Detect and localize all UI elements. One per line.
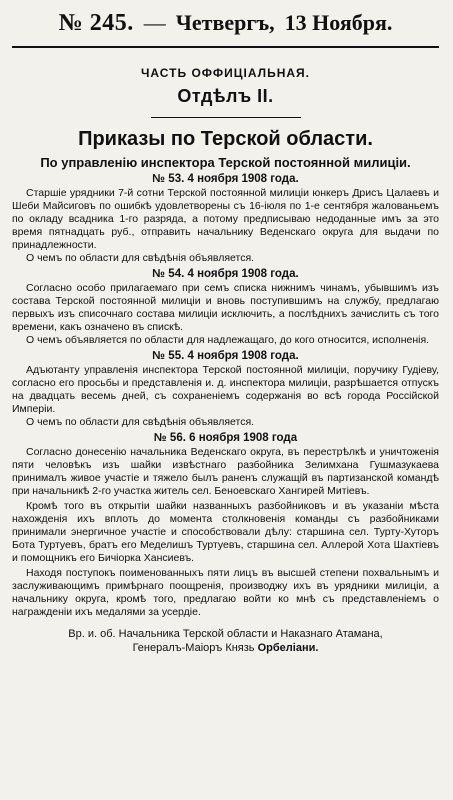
section-heading: Отдѣлъ II.	[177, 86, 274, 106]
part-heading: ЧАСТЬ ОФФИЦІАЛЬНАЯ.	[141, 66, 310, 80]
weekday: Четвергъ,	[175, 10, 275, 35]
order-paragraph: Старшіе урядники 7-й сотни Терской постоянной милиціи юнкеръ Дрисъ Цалаевъ и Шеби Майсиговъ по ошибкѣ удовлетворены съ 16-іюля по 1-е сентября жалованьемъ по окладу всадника 1-го разряда, а потому предписываю недоданные имъ за это время пятнадцать руб., отправить начальнику Веденскаго округа для выдачи по принадлежности.	[12, 187, 439, 251]
order-paragraph: О чемъ объявляется по области для надлежащаго, до кого относится, исполненія.	[26, 334, 430, 346]
order-55	[12, 350, 439, 429]
order-heading: № 55. 4 ноября 1908 года.	[152, 350, 299, 362]
divider	[151, 117, 301, 118]
order-heading: № 56. 6 ноября 1908 года	[153, 432, 298, 444]
order-54	[12, 268, 439, 347]
order-paragraph: Согласно особо прилагаемаго при семъ списка нижнимъ чинамъ, убывшимъ изъ состава Терской постоянной милиціи и вновь поступившимъ на службу, предлагаю первыхъ изъ списочнаго состава милиціи исключить, а послѣднихъ зачислить съ того времени, какъ означено въ спискѣ.	[12, 282, 439, 333]
order-paragraph: Находя поступокъ поименованныхъ пяти лицъ въ высшей степени похвальнымъ и заслуживающимъ примѣрнаго поощренія, производжу ихъ въ урядники милиціи, а начальнику округа, кромѣ того, предлагаю войти ко мнѣ съ представленіемъ о награжденіи ихъ медалями за усердіе.	[12, 567, 439, 618]
order-paragraph: Адъютанту управленія инспектора Терской постоянной милиціи, поручику Гудіеву, согласно его просьбы и представленія и. д. инспектора милиціи, разрѣшается отпускъ на двадцать весемь дней, съ сохраненіемъ содержанія во всѣ города Россійской Имперіи.	[12, 364, 439, 415]
order-paragraph: Кромѣ того въ открытіи шайки названныхъ разбойниковъ и въ указаніи мѣста нахожденія ихъ вплоть до момента столкновенія команды съ разбойниками принимали энергичное участіе и способствовали дѣлу: старшина сел. Турту-Хуторъ Бота Туртуевъ, братъ его Меделишъ Туртуевъ, старшина сел. Аллерой Хота Шахтіевъ и помощникъ его Бичіорка Хансиевъ.	[12, 500, 439, 564]
signature-block	[12, 627, 439, 655]
main-title: Приказы по Терской области.	[78, 128, 373, 150]
signature-name: Орбеліани.	[257, 642, 319, 654]
issue-date: 13 Ноября.	[284, 10, 393, 35]
signature-line-2	[12, 641, 439, 655]
header-dash: —	[143, 10, 166, 35]
order-heading: № 53. 4 ноября 1908 года.	[152, 173, 299, 185]
order-paragraph: Согласно донесенію начальника Веденскаго округа, въ перестрѣлкѣ и уничтоженія пяти человѣкъ изъ шайки извѣстнаго разбойника Зелимхана Гушмазукаева принималъ живое участіе и тяжело былъ раненъ служащій въ партизанской командѣ при начальникѣ 2-го участка житель сел. Беноевскаго Хангирей Митіевъ.	[12, 446, 439, 497]
order-heading: № 54. 4 ноября 1908 года.	[152, 268, 299, 280]
order-53	[12, 173, 439, 265]
subtitle: По управленію инспектора Терской постоянной милиціи.	[40, 155, 411, 170]
orders	[12, 173, 439, 619]
order-56	[12, 432, 439, 619]
signature-rank: Генералъ-Маіоръ Князь	[132, 642, 255, 654]
masthead	[12, 0, 439, 48]
order-paragraph: О чемъ по области для свѣдѣнія объявляется.	[26, 416, 255, 428]
issue-number: № 245.	[58, 9, 134, 36]
signature-line-1: Вр. и. об. Начальника Терской области и Наказнаго Атамана,	[68, 628, 383, 640]
order-paragraph: О чемъ по области для свѣдѣнія объявляется.	[26, 252, 255, 264]
